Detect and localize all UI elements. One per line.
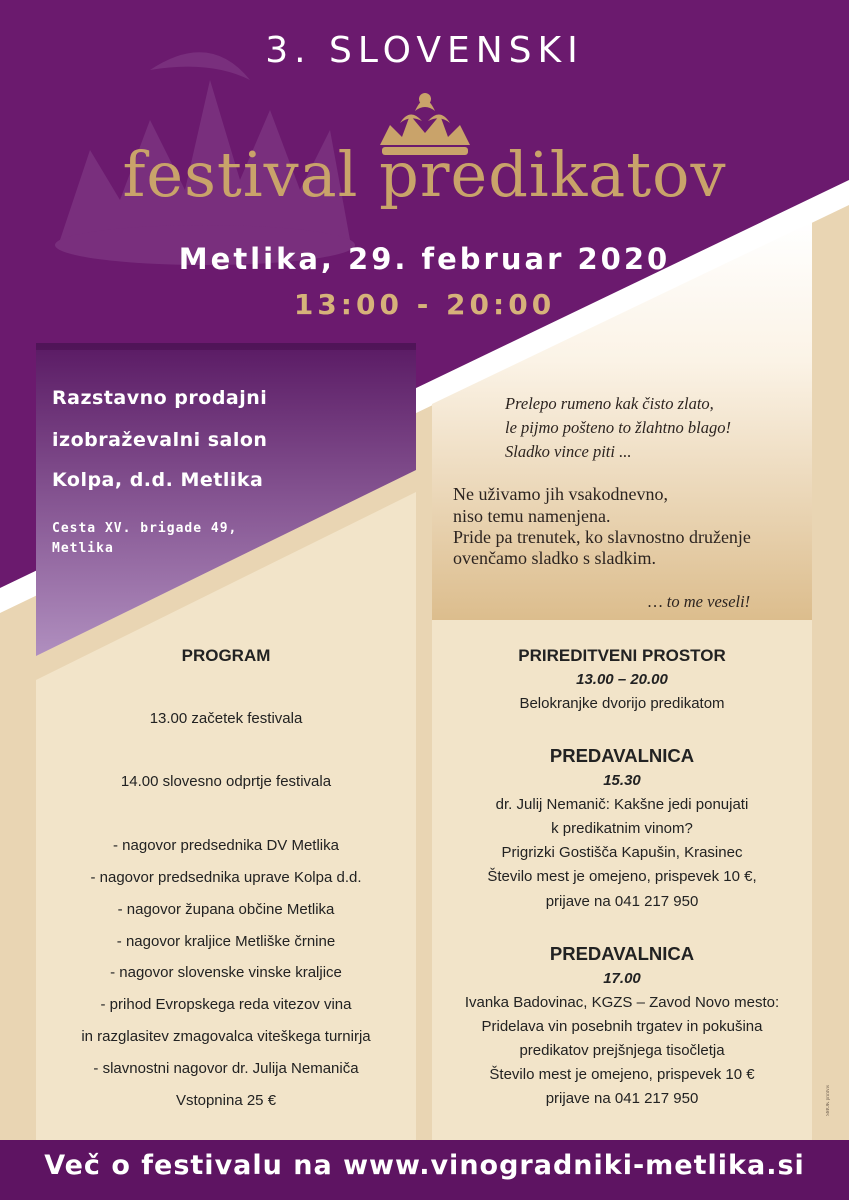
poem-verse-3: Sladko vince piti ... bbox=[505, 442, 632, 461]
edition-heading: 3. SLOVENSKI bbox=[265, 30, 584, 71]
program-heading: PROGRAM bbox=[181, 646, 271, 665]
poem-verse-2: le pijmo pošteno to žlahtno blago! bbox=[505, 418, 731, 437]
program-item: - slavnostni nagovor dr. Julija Nemaniča bbox=[93, 1060, 359, 1077]
program-item: - nagovor slovenske vinske kraljice bbox=[110, 964, 342, 981]
lecture-2-heading: PREDAVALNICA bbox=[549, 943, 695, 964]
lecture-2-time: 17.00 bbox=[603, 970, 641, 987]
lecture-1-line: Prigrizki Gostišča Kapušin, Krasinec bbox=[501, 844, 743, 861]
program-item: in razglasitev zmagovalca viteškega turnirja bbox=[81, 1028, 371, 1045]
lecture-2-line: prijave na 041 217 950 bbox=[545, 1090, 699, 1107]
poem-verse-1: Prelepo rumeno kak čisto zlato, bbox=[505, 394, 714, 413]
poem-prose-2: niso temu namenjena. bbox=[453, 506, 611, 526]
event-space-heading: PRIREDITVENI PROSTOR bbox=[518, 646, 726, 665]
program-item: - nagovor predsednika uprave Kolpa d.d. bbox=[90, 869, 362, 886]
lecture-2-line: Pridelava vin posebnih trgatev in pokušina bbox=[481, 1018, 763, 1035]
program-item: - nagovor kraljice Metliške črnine bbox=[116, 933, 336, 950]
venue-line-1: Razstavno prodajni bbox=[52, 387, 268, 409]
lecture-1-time: 15.30 bbox=[603, 772, 641, 789]
venue-address-1: Cesta XV. brigade 49, bbox=[52, 521, 238, 536]
program-item: 13.00 začetek festivala bbox=[149, 710, 303, 727]
lecture-1-heading: PREDAVALNICA bbox=[549, 745, 695, 766]
venue-box bbox=[36, 343, 416, 633]
poem-prose-4: ovenčamo sladko s sladkim. bbox=[453, 548, 656, 568]
festival-title: festival predikatov bbox=[122, 138, 727, 211]
event-space-time: 13.00 – 20.00 bbox=[576, 671, 668, 688]
venue-address-2: Metlika bbox=[52, 541, 114, 556]
lecture-2-line: Ivanka Badovinac, KGZS – Zavod Novo mesto: bbox=[464, 994, 780, 1011]
poem-prose-3: Pride pa trenutek, ko slavnostno druženje bbox=[453, 527, 751, 547]
event-space-desc: Belokranjke dvorijo predikatom bbox=[519, 695, 725, 712]
lecture-2-line: predikatov prejšnjega tisočletja bbox=[519, 1042, 725, 1059]
program-item: - nagovor župana občine Metlika bbox=[117, 901, 335, 918]
program-item: 14.00 slovesno odprtje festivala bbox=[120, 773, 332, 790]
date-location: Metlika, 29. februar 2020 bbox=[178, 242, 671, 276]
festival-hours: 13:00 - 20:00 bbox=[293, 288, 556, 321]
lecture-2-line: Število mest je omejeno, prispevek 10 € bbox=[489, 1066, 755, 1083]
lecture-1-line: Število mest je omejeno, prispevek 10 €, bbox=[487, 868, 757, 885]
poem-closing: … to me veseli! bbox=[648, 592, 751, 611]
lecture-1-line: prijave na 041 217 950 bbox=[545, 893, 699, 910]
lecture-1-line: dr. Julij Nemanič: Kakšne jedi ponujati bbox=[495, 796, 749, 813]
poem-prose-1: Ne uživamo jih vsakodnevno, bbox=[453, 484, 668, 504]
program-item: - prihod Evropskega reda vitezov vina bbox=[100, 996, 352, 1013]
venue-line-3: Kolpa, d.d. Metlika bbox=[52, 469, 264, 491]
program-entry-fee: Vstopnina 25 € bbox=[175, 1092, 277, 1109]
program-item: - nagovor predsednika DV Metlika bbox=[113, 837, 339, 854]
venue-line-2: izobraževalni salon bbox=[52, 429, 268, 451]
lecture-1-line: k predikatnim vinom? bbox=[551, 820, 693, 837]
printer-credit: SMOK printvis bbox=[826, 1085, 831, 1116]
footer-website-link[interactable]: Več o festivalu na www.vinogradniki-metlika.si bbox=[44, 1150, 805, 1181]
